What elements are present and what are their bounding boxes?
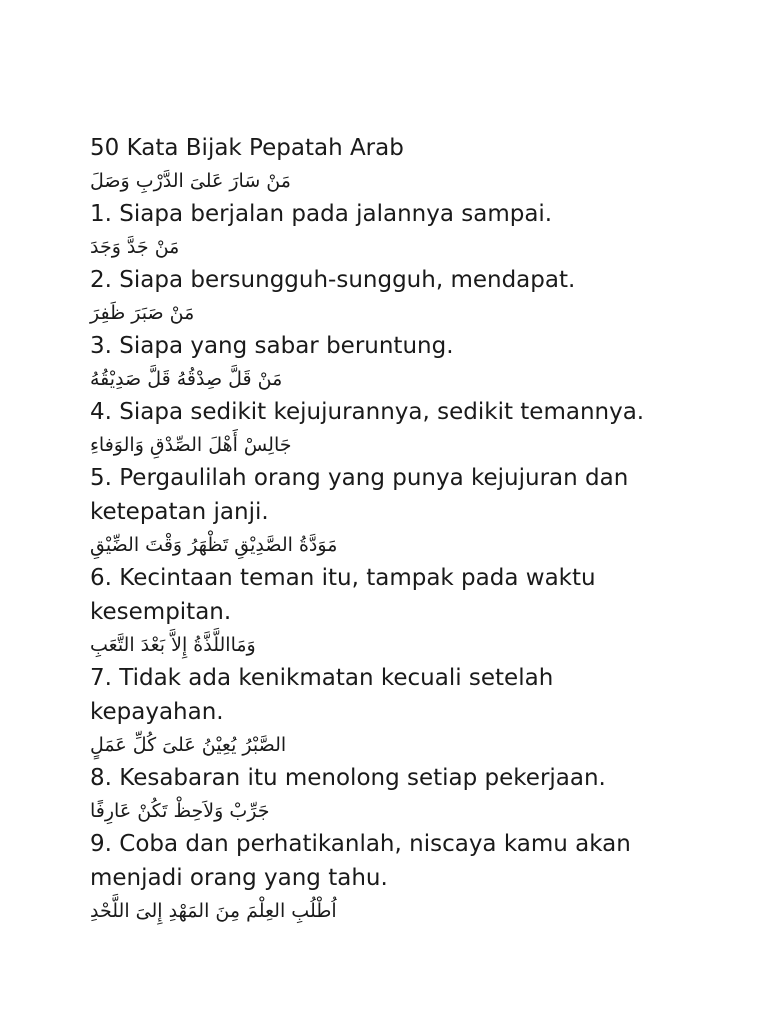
proverb-translation: 1. Siapa berjalan pada jalannya sampai. (90, 201, 553, 227)
document-body (90, 131, 690, 927)
arabic-proverb: مَنْ جَدَّ وَجَدَ (90, 236, 180, 258)
proverb-translation: 5. Pergaulilah orang yang punya kejujuran dan ketepatan janji. (90, 465, 629, 525)
arabic-proverb: مَنْ صَبَرَ ظَفِرَ (90, 302, 195, 324)
proverb-translation: 8. Kesabaran itu menolong setiap pekerjaan. (90, 765, 606, 791)
arabic-proverb: الصَّبْرُ يُعِيْنُ عَلىَ كُلِّ عَمَلٍ (90, 734, 287, 756)
proverb-translation: 9. Coba dan perhatikanlah, niscaya kamu akan menjadi orang yang tahu. (90, 831, 631, 891)
document-title: 50 Kata Bijak Pepatah Arab (90, 135, 404, 161)
proverb-translation: 7. Tidak ada kenikmatan kecuali setelah kepayahan. (90, 665, 554, 725)
arabic-proverb: اُطْلُبِ العِلْمَ مِنَ المَهْدِ إِلىَ اللَّحْدِ (90, 900, 337, 922)
arabic-proverb: مَوَدَّةُ الصَّدِيْقِ تَظْهَرُ وَقْتَ الضِّيْقِ (90, 534, 338, 556)
arabic-proverb: جَرِّبْ وَلاَحِظْ تَكُنْ عَارِفًا (90, 800, 270, 822)
proverb-translation: 6. Kecintaan teman itu, tampak pada waktu kesempitan. (90, 565, 596, 625)
arabic-proverb: جَالِسْ أَهْلَ الصِّدْقِ وَالوَفاءِ (90, 434, 292, 456)
arabic-proverb: وَمَااللَّذَّةُ إِلاَّ بَعْدَ التَّعَبِ (90, 634, 256, 656)
proverb-translation: 4. Siapa sedikit kejujurannya, sedikit temannya. (90, 399, 645, 425)
arabic-proverb: مَنْ قَلَّ صِدْقُهُ قَلَّ صَدِيْقُهُ (90, 368, 283, 390)
arabic-proverb: مَنْ سَارَ عَلىَ الدَّرْبِ وَصَلَ (90, 170, 291, 192)
proverb-translation: 2. Siapa bersungguh-sungguh, mendapat. (90, 267, 576, 293)
proverb-translation: 3. Siapa yang sabar beruntung. (90, 333, 454, 359)
